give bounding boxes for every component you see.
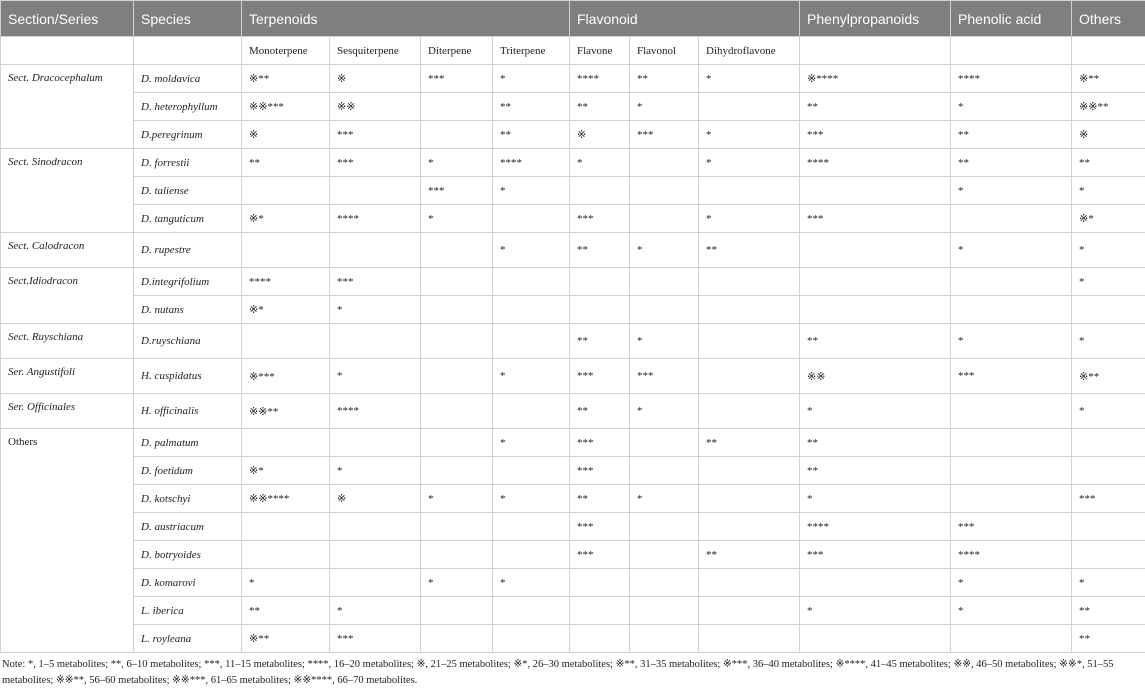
metabolite-count-cell: *** [330, 268, 421, 296]
metabolite-count-cell [330, 541, 421, 569]
species-name: D. tanguticum [134, 205, 242, 233]
metabolite-count-cell [1072, 541, 1145, 569]
metabolite-count-cell: ** [800, 457, 951, 485]
metabolite-count-cell [699, 359, 800, 394]
metabolite-count-cell: **** [330, 394, 421, 429]
species-name: D. nutans [134, 296, 242, 324]
metabolite-count-cell: * [951, 569, 1072, 597]
section-label: Sect. Sinodracon [1, 149, 134, 233]
section-label: Others [1, 429, 134, 653]
metabolite-count-cell [330, 513, 421, 541]
metabolite-count-cell [699, 513, 800, 541]
metabolite-count-cell [421, 429, 493, 457]
table-row [1, 359, 1145, 394]
section-label: Sect.Idiodracon [1, 268, 134, 324]
metabolite-count-cell: ** [699, 541, 800, 569]
header-others: Others [1072, 1, 1145, 37]
table-row [1, 233, 1145, 268]
metabolite-count-cell: *** [951, 359, 1072, 394]
metabolite-count-cell [493, 394, 570, 429]
metabolite-count-cell: ※**** [800, 65, 951, 93]
metabolite-count-cell: ** [800, 324, 951, 359]
metabolite-count-cell: *** [330, 121, 421, 149]
metabolite-count-cell: * [1072, 177, 1145, 205]
metabolite-count-cell: * [421, 485, 493, 513]
metabolite-count-cell: *** [570, 359, 630, 394]
metabolite-count-cell [242, 324, 330, 359]
metabolite-count-cell [493, 296, 570, 324]
metabolite-count-cell: * [493, 429, 570, 457]
metabolite-count-cell: * [630, 93, 699, 121]
metabolite-count-cell: *** [330, 149, 421, 177]
metabolite-count-cell [330, 233, 421, 268]
table-row [1, 569, 1145, 597]
metabolite-count-cell: ※ [330, 65, 421, 93]
metabolite-count-cell: ※※*** [242, 93, 330, 121]
metabolite-count-cell: **** [493, 149, 570, 177]
species-name: D. moldavica [134, 65, 242, 93]
metabolite-count-cell [630, 177, 699, 205]
metabolite-count-cell: *** [800, 541, 951, 569]
metabolite-count-cell: * [951, 233, 1072, 268]
metabolite-count-cell: ※※** [1072, 93, 1145, 121]
metabolite-count-cell: ** [242, 149, 330, 177]
metabolite-count-cell [493, 597, 570, 625]
species-name: D. foetidum [134, 457, 242, 485]
header-row [1, 1, 1145, 37]
metabolite-count-cell: ** [570, 324, 630, 359]
metabolite-count-cell [570, 597, 630, 625]
metabolite-count-cell: * [421, 205, 493, 233]
metabolite-count-cell: * [493, 359, 570, 394]
metabolite-count-cell [242, 513, 330, 541]
metabolite-count-cell: * [493, 569, 570, 597]
metabolite-count-cell: * [951, 324, 1072, 359]
metabolite-count-cell: * [421, 149, 493, 177]
metabolite-count-cell [570, 569, 630, 597]
metabolite-count-cell: ** [699, 429, 800, 457]
metabolite-count-cell [699, 177, 800, 205]
species-name: D.ruyschiana [134, 324, 242, 359]
metabolite-count-cell: * [699, 121, 800, 149]
metabolite-count-cell: *** [800, 205, 951, 233]
metabolite-count-cell [493, 513, 570, 541]
header-flavonoid: Flavonoid [570, 1, 800, 37]
metabolite-count-cell: * [1072, 233, 1145, 268]
metabolite-count-cell: ※* [1072, 205, 1145, 233]
metabolite-count-cell [421, 625, 493, 653]
metabolite-count-cell: *** [570, 457, 630, 485]
metabolite-count-cell [570, 268, 630, 296]
metabolite-count-cell: ※*** [242, 359, 330, 394]
table-body [1, 65, 1145, 653]
metabolite-count-cell [421, 394, 493, 429]
metabolite-count-cell: **** [242, 268, 330, 296]
table-row [1, 177, 1145, 205]
subheader-monoterpene: Monoterpene [242, 37, 330, 65]
species-name: D. austriacum [134, 513, 242, 541]
metabolite-count-cell [493, 625, 570, 653]
metabolite-count-cell: ** [570, 233, 630, 268]
metabolite-count-cell [570, 177, 630, 205]
species-name: L. royleana [134, 625, 242, 653]
metabolite-count-cell [421, 513, 493, 541]
species-name: D.integrifolium [134, 268, 242, 296]
table-row [1, 268, 1145, 296]
table-row [1, 429, 1145, 457]
metabolite-count-cell: **** [800, 513, 951, 541]
metabolite-count-cell: **** [800, 149, 951, 177]
metabolite-count-cell [699, 625, 800, 653]
metabolite-count-cell: * [1072, 268, 1145, 296]
metabolite-count-cell [951, 485, 1072, 513]
metabolite-count-cell: * [800, 394, 951, 429]
subheader-flavone: Flavone [570, 37, 630, 65]
subheader-flavonol: Flavonol [630, 37, 699, 65]
metabolite-count-cell: ※* [242, 296, 330, 324]
metabolite-count-cell [630, 625, 699, 653]
metabolite-count-cell: * [630, 394, 699, 429]
metabolite-count-cell: * [242, 569, 330, 597]
metabolite-count-cell: * [330, 296, 421, 324]
metabolite-count-cell: *** [570, 541, 630, 569]
species-name: D. kotschyi [134, 485, 242, 513]
metabolite-count-cell: ** [570, 485, 630, 513]
metabolite-count-cell [421, 359, 493, 394]
metabolite-count-cell: *** [330, 625, 421, 653]
metabolite-count-cell: *** [630, 121, 699, 149]
metabolite-count-cell [630, 429, 699, 457]
metabolite-count-cell: ※* [242, 457, 330, 485]
metabolite-count-cell [699, 569, 800, 597]
metabolite-count-cell [1072, 457, 1145, 485]
table-row [1, 205, 1145, 233]
metabolite-count-cell: ** [630, 65, 699, 93]
metabolite-count-cell [800, 296, 951, 324]
metabolite-count-cell: ** [570, 394, 630, 429]
metabolite-count-cell: ** [493, 93, 570, 121]
metabolite-count-cell: *** [1072, 485, 1145, 513]
metabolite-count-cell: ※※** [242, 394, 330, 429]
metabolite-count-cell [493, 324, 570, 359]
table-row [1, 513, 1145, 541]
metabolite-count-cell: ※※ [330, 93, 421, 121]
metabolite-count-cell: *** [570, 513, 630, 541]
species-name: D.peregrinum [134, 121, 242, 149]
subheader-triterpene: Triterpene [493, 37, 570, 65]
header-terpenoids: Terpenoids [242, 1, 570, 37]
header-phenolic-acid: Phenolic acid [951, 1, 1072, 37]
metabolite-count-cell: * [330, 597, 421, 625]
metabolite-count-cell [630, 205, 699, 233]
metabolite-count-cell [630, 569, 699, 597]
metabolite-count-cell: * [800, 597, 951, 625]
metabolite-count-cell [570, 296, 630, 324]
metabolite-count-cell: ** [570, 93, 630, 121]
metabolite-count-cell: *** [630, 359, 699, 394]
metabolite-count-cell: *** [570, 205, 630, 233]
table-row [1, 93, 1145, 121]
metabolite-count-cell: * [699, 65, 800, 93]
metabolite-count-cell: * [699, 205, 800, 233]
species-name: D. palmatum [134, 429, 242, 457]
species-name: D. heterophyllum [134, 93, 242, 121]
table-row [1, 121, 1145, 149]
metabolite-count-cell [330, 177, 421, 205]
metabolite-count-cell [800, 569, 951, 597]
subheader-row [1, 37, 1145, 65]
metabolite-count-cell [421, 324, 493, 359]
metabolite-count-cell: ※※ [800, 359, 951, 394]
metabolite-count-cell: * [330, 457, 421, 485]
table-note: Note: *, 1–5 metabolites; **, 6–10 metabolites; ***, 11–15 metabolites; ****, 16–20 metabolites; ※, 21–25 metabolites; ※*, 26–30 metabolites; ※**, 31–35 metabolites; ※***, 36–40 metabolites; ※****, 41–45 metabolites; ※※, 46–50 metabolites; ※※*, 51–55 metabolites; ※※**, 56–60 metabolites; ※※***, 61–65 metabolites; ※※****, 66–70 metabolites. [0, 653, 1145, 689]
section-label: Sect. Calodracon [1, 233, 134, 268]
metabolite-count-cell [699, 268, 800, 296]
metabolite-count-cell [493, 541, 570, 569]
species-name: L. iberica [134, 597, 242, 625]
metabolite-count-cell [1072, 296, 1145, 324]
metabolite-count-cell [421, 597, 493, 625]
subheader-sesquiterpene: Sesquiterpene [330, 37, 421, 65]
metabolite-count-cell [630, 541, 699, 569]
metabolite-count-cell [242, 233, 330, 268]
table-row [1, 324, 1145, 359]
header-section-series: Section/Series [1, 1, 134, 37]
metabolite-count-cell: * [800, 485, 951, 513]
species-name: D. taliense [134, 177, 242, 205]
header-species: Species [134, 1, 242, 37]
table-row [1, 65, 1145, 93]
metabolite-count-cell [330, 324, 421, 359]
metabolite-count-cell [699, 394, 800, 429]
metabolite-count-cell: *** [951, 513, 1072, 541]
metabolite-count-cell: *** [421, 177, 493, 205]
metabolite-count-cell [699, 296, 800, 324]
header-phenylpropanoids: Phenylpropanoids [800, 1, 951, 37]
metabolite-count-cell [493, 457, 570, 485]
metabolite-count-cell: ** [242, 597, 330, 625]
metabolite-count-cell: ** [951, 149, 1072, 177]
metabolite-count-cell: * [951, 93, 1072, 121]
metabolite-count-cell [951, 268, 1072, 296]
metabolite-count-cell: ※** [1072, 65, 1145, 93]
metabolite-count-cell: ※** [1072, 359, 1145, 394]
species-name: D. komarovi [134, 569, 242, 597]
metabolite-count-cell [493, 268, 570, 296]
metabolite-count-cell [951, 205, 1072, 233]
metabolite-count-cell [421, 121, 493, 149]
subheader-diterpene: Diterpene [421, 37, 493, 65]
table-row [1, 541, 1145, 569]
species-name: D. botryoides [134, 541, 242, 569]
metabolite-count-cell: * [951, 177, 1072, 205]
table-row [1, 457, 1145, 485]
metabolite-count-cell [630, 513, 699, 541]
metabolite-count-cell [330, 569, 421, 597]
species-name: D. rupestre [134, 233, 242, 268]
metabolite-count-cell: *** [421, 65, 493, 93]
metabolite-count-cell [699, 457, 800, 485]
metabolite-count-cell: * [1072, 394, 1145, 429]
metabolite-count-cell: ※* [242, 205, 330, 233]
metabolite-count-cell [951, 457, 1072, 485]
metabolite-count-cell [242, 541, 330, 569]
metabolite-count-cell: ** [1072, 625, 1145, 653]
metabolite-count-cell [951, 625, 1072, 653]
metabolite-count-cell [242, 429, 330, 457]
metabolite-count-cell: ** [951, 121, 1072, 149]
section-label: Sect. Dracocephalum [1, 65, 134, 149]
metabolite-count-cell [800, 268, 951, 296]
table-row [1, 296, 1145, 324]
metabolite-count-cell: ** [1072, 149, 1145, 177]
metabolite-count-cell: **** [570, 65, 630, 93]
metabolite-count-cell: ※※**** [242, 485, 330, 513]
metabolite-count-cell: * [570, 149, 630, 177]
metabolite-count-cell: * [493, 65, 570, 93]
metabolite-count-cell: ※ [330, 485, 421, 513]
metabolite-count-cell: * [421, 569, 493, 597]
metabolite-count-cell [630, 597, 699, 625]
subheader-dihydroflavone: Dihydroflavone [699, 37, 800, 65]
metabolite-count-cell [421, 268, 493, 296]
metabolite-count-cell: ** [800, 93, 951, 121]
metabolite-count-cell [242, 177, 330, 205]
metabolite-count-cell [421, 541, 493, 569]
metabolite-count-cell [699, 485, 800, 513]
metabolite-count-cell: ** [493, 121, 570, 149]
metabolite-count-cell: * [493, 177, 570, 205]
metabolite-count-cell: **** [951, 65, 1072, 93]
metabolite-count-cell [699, 597, 800, 625]
metabolite-count-cell: ※** [242, 625, 330, 653]
metabolite-count-cell [951, 394, 1072, 429]
metabolite-count-cell [421, 233, 493, 268]
metabolite-count-cell [630, 268, 699, 296]
metabolite-count-cell: **** [330, 205, 421, 233]
section-label: Ser. Angustifoli [1, 359, 134, 394]
metabolite-count-cell [630, 149, 699, 177]
metabolite-count-cell [699, 324, 800, 359]
metabolite-count-cell: * [1072, 324, 1145, 359]
metabolite-count-cell: * [630, 324, 699, 359]
metabolite-count-cell [1072, 429, 1145, 457]
metabolite-count-cell: * [630, 485, 699, 513]
metabolite-count-cell [800, 177, 951, 205]
species-name: H. officinalis [134, 394, 242, 429]
species-name: H. cuspidatus [134, 359, 242, 394]
metabolite-count-cell [630, 296, 699, 324]
table-row [1, 597, 1145, 625]
metabolite-count-cell: * [493, 233, 570, 268]
metabolite-count-cell: ※ [1072, 121, 1145, 149]
metabolite-count-cell [493, 205, 570, 233]
section-label: Sect. Ruyschiana [1, 324, 134, 359]
metabolite-count-cell: ** [800, 429, 951, 457]
metabolite-count-cell [330, 429, 421, 457]
species-name: D. forrestii [134, 149, 242, 177]
metabolite-count-cell [699, 93, 800, 121]
metabolite-count-cell [951, 296, 1072, 324]
metabolite-count-cell: * [699, 149, 800, 177]
metabolite-count-cell: **** [951, 541, 1072, 569]
metabolite-count-cell: ※ [570, 121, 630, 149]
metabolite-count-cell: *** [800, 121, 951, 149]
metabolite-count-cell: ** [699, 233, 800, 268]
metabolite-count-cell [570, 625, 630, 653]
metabolite-count-cell: * [1072, 569, 1145, 597]
metabolite-count-cell [1072, 513, 1145, 541]
metabolite-count-cell [421, 93, 493, 121]
table-row [1, 394, 1145, 429]
table-row [1, 149, 1145, 177]
metabolite-count-cell: * [330, 359, 421, 394]
metabolite-count-cell: * [493, 485, 570, 513]
metabolite-count-cell: *** [570, 429, 630, 457]
metabolite-count-cell: ** [1072, 597, 1145, 625]
table-row [1, 625, 1145, 653]
metabolite-count-cell: * [630, 233, 699, 268]
metabolite-count-cell [630, 457, 699, 485]
metabolite-count-cell [421, 296, 493, 324]
metabolite-count-cell: * [951, 597, 1072, 625]
metabolite-count-cell: ※ [242, 121, 330, 149]
table-row [1, 485, 1145, 513]
metabolite-count-cell [951, 429, 1072, 457]
metabolite-count-cell [421, 457, 493, 485]
section-label: Ser. Officinales [1, 394, 134, 429]
metabolite-count-cell [800, 233, 951, 268]
metabolite-count-cell: ※** [242, 65, 330, 93]
metabolite-count-cell [800, 625, 951, 653]
